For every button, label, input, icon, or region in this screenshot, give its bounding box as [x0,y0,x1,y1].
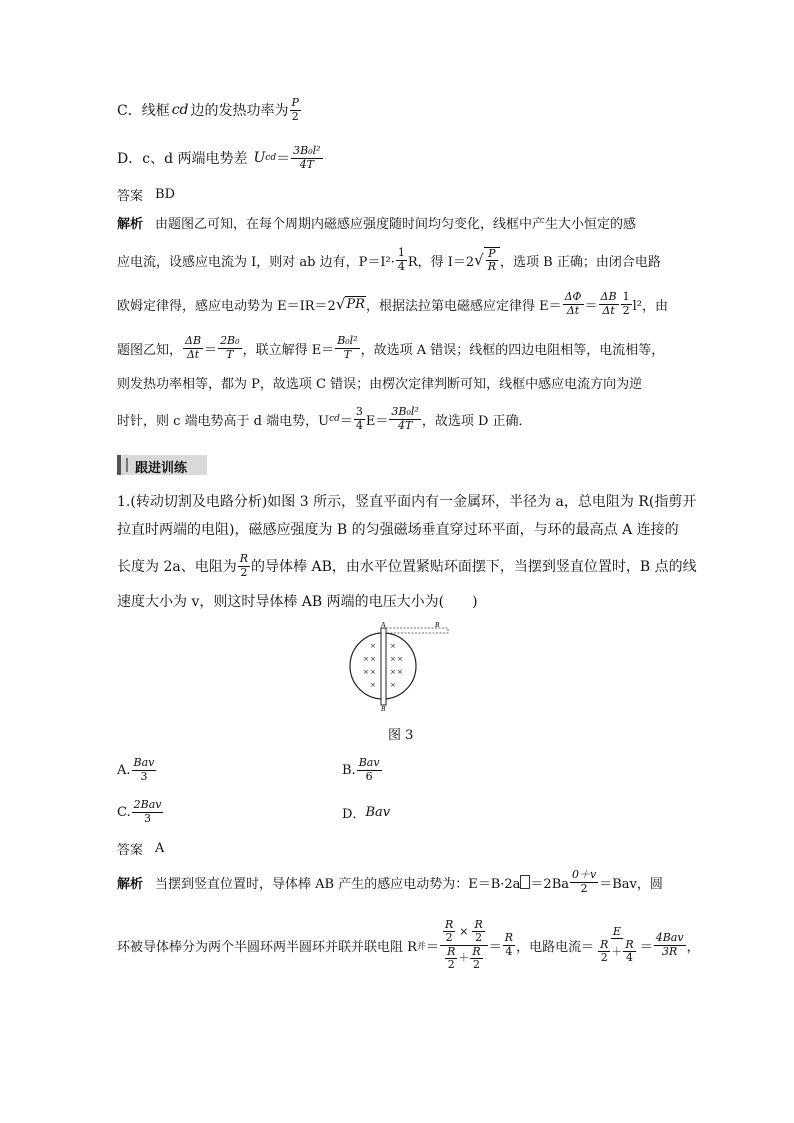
analysis-1-l6c: E＝ [365,413,389,429]
analysis-2-line-2 [117,906,700,984]
question-1-text-2: 拉直时两端的电阻)，磁感应强度为 B 的匀强磁场垂直穿过环平面，与环的最高点 A 连接的 [117,522,679,538]
choice-a-fraction [132,757,157,782]
frac-3-4 [354,406,365,431]
frac-den: T [343,347,352,361]
analysis-1-line-4 [117,330,684,366]
frac-db-dt [599,291,619,316]
frac-den: 2 [580,881,588,895]
analysis-1-line-6 [117,400,684,438]
field-cross: × [397,655,403,663]
frac-1-2 [621,291,632,316]
analysis-1-line-1 [117,212,684,232]
frac-num: R [472,944,481,958]
analysis-2-label: 解析 [117,876,144,892]
analysis-1-l4b: ＝ [204,342,218,358]
choice-d [342,802,390,822]
option-d-den: 4T [299,157,314,171]
frac-num: B₀l² [337,334,358,348]
analysis-1-l3a: 欧姆定律得，感应电动势为 E＝IR＝2 [117,298,336,314]
analysis-1-l2a: 应电流，设感应电流为 I，则对 ab 边有，P＝I²· [117,254,395,270]
analysis-1-text-1: 由题图乙可知，在每个周期内磁感应强度随时间均匀变化，线框中产生大小恒定的感 [155,216,637,232]
choice-c-label: C. [117,804,131,820]
option-c-label: C． [117,103,142,119]
choice-b-label: B. [342,762,356,778]
analysis-1-l6sub: cd [329,414,340,424]
field-cross: × [370,642,376,650]
question-1-text-1: 1.(转动切割及电路分析)如图 3 所示，竖直平面内有一金属环，半径为 a，总电阻为 R(指剪开 [117,494,697,510]
analysis-1-l3e: l²，由 [632,298,668,314]
frac-2b0-t [218,335,242,360]
answer-1 [117,184,684,204]
analysis-1-l6b: ＝ [339,413,353,429]
answer-2 [117,838,684,858]
sqrt-icon: √ [335,295,346,313]
option-d [117,140,684,176]
field-cross: × [397,668,403,676]
field-cross: × [390,681,396,689]
frac-den: 3 [140,769,148,783]
frac-b0l2-t [335,335,359,360]
analysis-2-l2d: ，电路电流＝ [516,939,595,955]
analysis-2-l1b: ＝2Ba [530,876,569,892]
frac-den: 6 [365,769,373,783]
field-cross: × [370,655,376,663]
frac-den: 2 [447,957,455,971]
label-b-right: B [435,621,440,629]
parallel-resistance-fraction [440,919,488,970]
frac-num: E [612,924,621,938]
figure-caption: 图 3 [388,728,414,743]
choice-a [117,752,157,788]
option-d-sub: cd [265,153,277,163]
frac-den: 4 [355,418,363,432]
current-fraction [595,926,639,964]
frac-num: R [600,937,609,951]
option-d-fraction [291,145,322,170]
frac-den: 2 [475,931,483,945]
label-b-bottom: B [381,705,386,712]
choice-d-label: D． [342,806,366,822]
analysis-1-l4a: 题图乙知， [117,342,183,358]
plus-symbol: ＋ [458,951,470,965]
frac-num: 2B₀ [220,334,240,348]
frac-num: ΔB [185,334,202,348]
frac-num: R [239,552,249,566]
frac-num: P [488,246,496,260]
choice-b-fraction [357,757,382,782]
frac-den: 2 [473,957,480,971]
answer-1-value: BD [155,186,175,202]
analysis-1-label: 解析 [117,216,144,232]
missing-glyph-icon [520,875,530,889]
analysis-1-l2c: ，选项 B 正确；由闭合电路 [500,254,661,270]
section-header [117,455,207,475]
option-d-text: c、d 两端电势差 [142,151,248,167]
frac-r-2 [238,553,250,578]
frac-den: 4 [626,951,634,965]
frac-4bav-3r [654,932,686,957]
question-1-text-4: 速度大小为 v，则这时导体棒 AB 两端的电压大小为( ) [117,594,478,610]
question-1-l3b: 的导体棒 AB，由水平位置紧贴环面摆下，当摆到竖直位置时，B 点的线 [251,559,697,575]
question-1-line-1 [117,490,697,512]
option-c-text2: 边的发热功率为 [190,103,289,119]
conductor-rod-vertical [381,628,386,705]
analysis-2-line-1 [117,864,684,900]
frac-num: 4Bav [655,931,684,945]
option-d-eq: ＝ [276,151,291,167]
frac-den: 3 [144,811,152,825]
frac-num: ΔB [600,290,617,304]
frac-den: T [226,347,234,361]
frac-den: 2 [622,303,630,317]
frac-num: 2Bav [133,798,162,812]
plus-symbol: ＋ [611,944,623,958]
sqrt-body [484,247,500,273]
sqrt-body: PR [346,297,365,312]
parallel-num [440,919,488,945]
frac-num: R [444,918,454,932]
analysis-1-line-3 [117,286,684,322]
choice-d-text: Bav [365,804,391,820]
choice-c [117,794,164,830]
frac-den: R [487,260,497,273]
answer-1-label: 答案 [117,188,144,204]
option-d-var: U [253,150,266,166]
analysis-2-l2sub: 并 [416,941,426,952]
frac-num: ΔΦ [564,290,582,304]
frac-dphi-dt [563,291,584,316]
option-c-text: 线框 [141,103,170,119]
frac-num: 0＋v [572,868,597,882]
analysis-1-l6a: 时针，则 c 端电势高于 d 端电势，U [117,413,330,429]
frac-num: R [474,918,483,932]
frac-den: Δt [566,303,580,317]
current-den [595,939,639,964]
figure-3-diagram [343,620,463,712]
frac-den: 2 [445,931,453,945]
analysis-1-l3c: ＝ [584,298,598,314]
field-cross: × [390,642,396,650]
frac-num: R [625,937,634,951]
frac-den: 2 [600,951,608,965]
frac-0v-2 [570,869,598,894]
field-cross: × [370,668,376,676]
analysis-1-l4e: ，故选项 A 错误；线框的四边电阻相等，电流相等， [360,342,665,358]
frac-den: 4T [397,418,413,432]
frac-den: 4 [505,944,513,958]
choice-a-label: A. [117,762,131,778]
frac-den: 2 [240,565,248,579]
analysis-1-l2b: R，得 I＝2 [407,254,475,270]
choice-b [342,752,383,788]
frac-r-4 [503,932,515,957]
frac-num: R [504,931,514,945]
sqrt-icon: √ [474,251,484,269]
frac-den: 3R [661,944,678,958]
question-1-line-3 [117,548,697,584]
analysis-2-l2f: ， [686,939,700,955]
question-1-l3a: 长度为 2a、电阻为 [117,559,237,575]
section-bar-icon [126,458,128,472]
label-a: A [381,621,386,629]
analysis-1-line-5 [117,372,684,392]
option-c-num: P [291,96,299,110]
analysis-1-line-2 [117,240,684,280]
choice-c-fraction [132,799,164,824]
frac-num: 1 [622,290,630,304]
frac-3b0l2-4t [389,406,420,431]
parallel-den [442,946,486,971]
answer-2-label: 答案 [117,842,144,858]
field-cross: × [370,681,376,689]
analysis-1-l6e: ，故选项 D 正确． [421,413,532,429]
field-cross: × [363,668,369,676]
times-symbol: × [459,924,469,938]
frac-1-4 [396,247,407,272]
analysis-2-l2a: 环被导体棒分为两个半圆环两半圆环并联并联电阻 R [117,939,417,955]
frac-num: Bav [133,756,155,770]
question-1-line-2 [117,518,684,540]
field-cross: × [363,655,369,663]
field-cross: × [390,668,396,676]
option-c-fraction [290,97,301,122]
frac-num: 1 [397,246,405,260]
analysis-2-l1c: ＝Bav，圆 [599,876,663,892]
option-d-num: 3B₀l² [293,144,321,158]
option-c-var: cd [171,102,189,118]
frac-num: R [447,944,456,958]
section-title: 跟进训练 [135,461,188,476]
frac-den: Δt [602,303,615,317]
question-1-line-4 [117,590,684,612]
option-c [117,92,684,128]
frac-num: Bav [358,756,380,770]
analysis-2-l2c: ＝ [488,939,502,955]
frac-den: 4 [397,259,405,273]
frac-db-dt-2 [183,335,203,360]
frac-num: 3B₀l² [391,405,419,419]
field-cross: × [390,655,396,663]
frac-den: Δt [186,347,200,361]
analysis-1-text-5: 则发热功率相等，都为 P，故选项 C 错误；由楞次定律判断可知，线框中感应电流方向为逆 [117,376,643,392]
answer-2-value: A [155,840,165,856]
analysis-2-l2e: ＝ [639,939,653,955]
frac-num: 3 [355,405,363,419]
analysis-1-l3b: ，根据法拉第电磁感应定律得 E＝ [365,298,562,314]
option-d-label: D． [117,151,143,167]
analysis-2-l1a: 当摆到竖直位置时，导体棒 AB 产生的感应电动势为：E＝B·2a [155,876,521,892]
analysis-2-l2b: ＝ [425,939,439,955]
analysis-1-l4c: ，联立解得 E＝ [242,342,335,358]
option-c-den: 2 [291,109,299,123]
